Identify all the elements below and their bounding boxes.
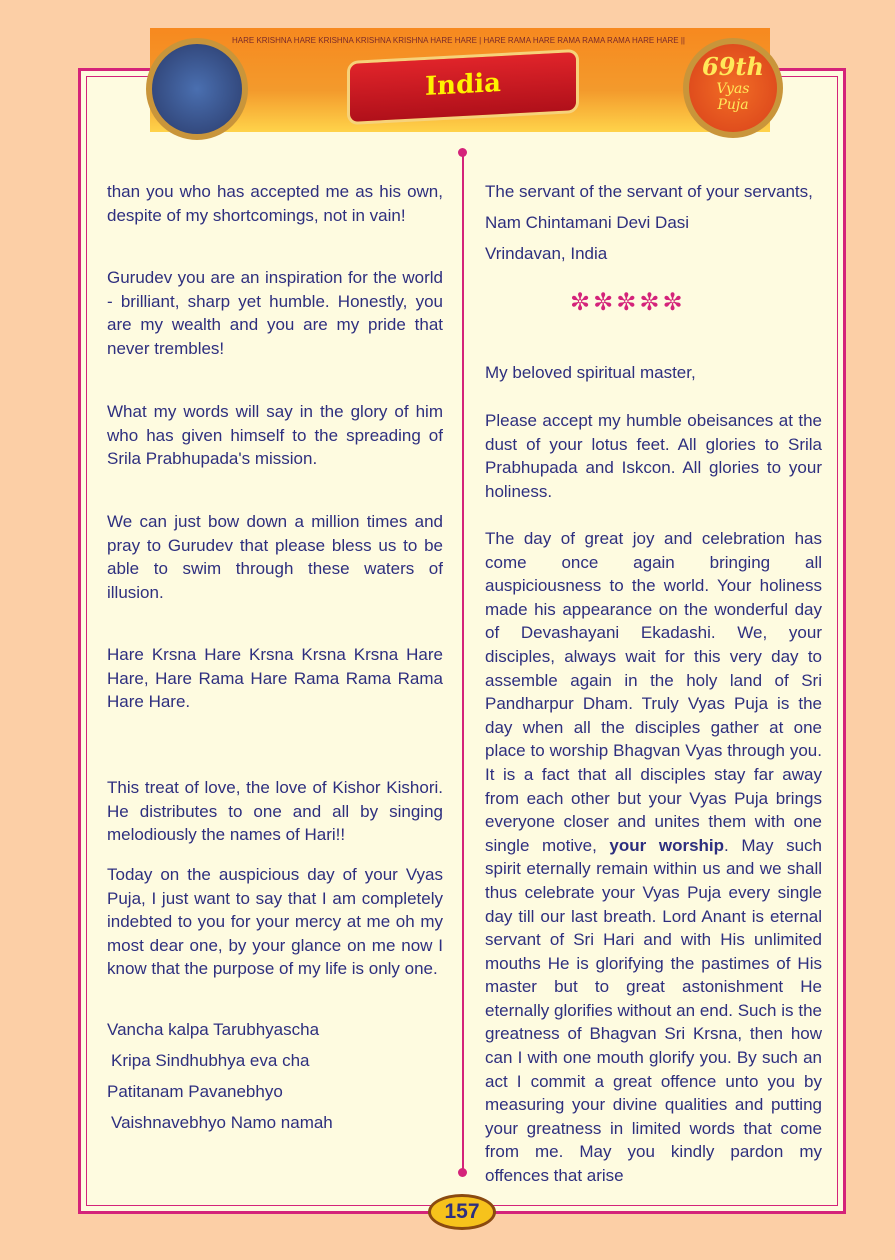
verse-line: Patitanam Pavanebhyo [107, 1082, 283, 1101]
divider-dot-bottom [458, 1168, 467, 1177]
signoff-line: The servant of the servant of your servants, [485, 182, 813, 201]
vyas-puja-badge [683, 38, 783, 138]
paragraph: Gurudev you are an inspiration for the world - brilliant, sharp yet humble. Honestly, you are my wealth and you are my pride that never trembles! [107, 268, 443, 358]
star-separator: ✼✼✼✼✼ [570, 289, 686, 316]
page-title: India [425, 68, 501, 102]
paragraph: What my words will say in the glory of him who has given himself to the spreading of Srila Prabhupada's mission. [107, 402, 443, 469]
header-mantra: HARE KRISHNA HARE KRISHNA KRISHNA KRISHNA HARE HARE | HARE RAMA HARE RAMA RAMA RAMA HARE HARE || [232, 36, 686, 45]
paragraph: than you who has accepted me as his own, despite of my shortcomings, not in vain! [107, 182, 443, 225]
paragraph: Today on the auspicious day of your Vyas Puja, I just want to say that I am completely indebted to you for your mercy at me oh my most dear one, by your glance on me now I know that the purpose of my life is only one. [107, 865, 443, 979]
paragraph [485, 527, 822, 1188]
title-ribbon [350, 52, 576, 122]
deity-medallion-image [146, 38, 248, 140]
paragraph: This treat of love, the love of Kishor Kishori. He distributes to one and all by singing melodiously the names of Hari!! [107, 778, 443, 845]
text-run: . May such spirit eternally remain within us and we shall thus celebrate your Vyas Puja every single day till our last breath. Lord Anant is eternal servant of Sri Hari and with His unlimited mouths He is glorifying the pastimes of His master but to great astonishment He eternally glorifies without an end. Such is the greatness of Bhagvan Sri Krsna, then how can I with one mouth glorify you. By such an act I commit a great offence unto you by measuring your divine qualities and putting your greatness in limited words that come from me. May you kindly pardon my offences that arise [485, 835, 822, 1186]
page-number: 157 [428, 1194, 496, 1230]
divider-dot-top [458, 148, 467, 157]
verse-line: Kripa Sindhubhya eva cha [111, 1051, 310, 1070]
salutation: My beloved spiritual master, [485, 363, 696, 382]
text-run: The day of great joy and celebration has come once again bringing all auspiciousness to the world. Your holiness made his appearance on the wonderful day of Devashayani Ekadashi. We, your disciples, always wait for this very day to assemble again in the holy land of Sri Pandharpur Dham. Truly Vyas Puja is the day when all the disciples gather at one place to worship Bhagvan Vyas through you. It is a fact that all disciples stay far away from each other but your Vyas Puja brings everyone closer and unites them with one single motive, [485, 529, 822, 855]
signoff-place: Vrindavan, India [485, 244, 608, 263]
badge-line1: Vyas [716, 81, 750, 97]
paragraph: Hare Krsna Hare Krsna Krsna Krsna Hare Hare, Hare Rama Hare Rama Rama Rama Hare Hare. [107, 645, 443, 712]
badge-line2: Puja [717, 97, 749, 113]
column-divider [462, 152, 464, 1172]
bold-text: your worship [609, 835, 725, 855]
paragraph: Please accept my humble obeisances at the dust of your lotus feet. All glories to Srila Prabhupada and Iskcon. All glories to your holiness. [485, 411, 822, 501]
paragraph: We can just bow down a million times and pray to Gurudev that please bless us to be able to swim through these waters of illusion. [107, 512, 443, 602]
signoff-name: Nam Chintamani Devi Dasi [485, 213, 690, 232]
verse-line: Vaishnavebhyo Namo namah [111, 1113, 333, 1132]
badge-number: 69th [702, 52, 764, 81]
verse-line: Vancha kalpa Tarubhyascha [107, 1020, 320, 1039]
